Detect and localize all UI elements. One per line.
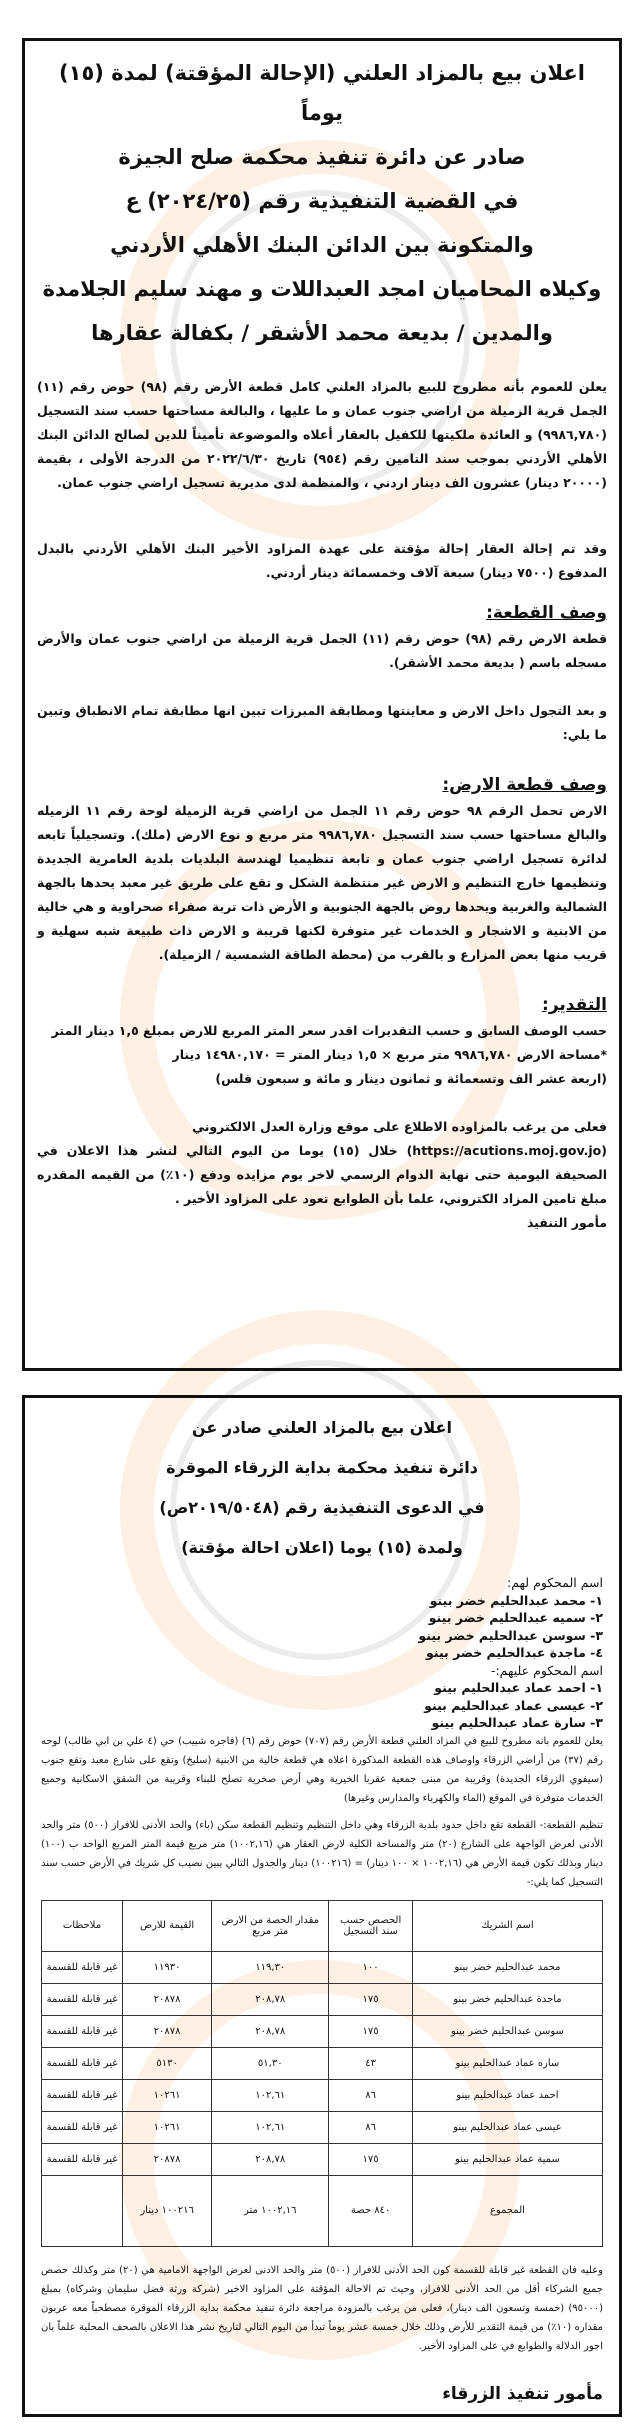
table-cell: محمد عبدالحليم خضر بينو: [412, 1951, 602, 1983]
table-cell: ١١٩,٣٠: [212, 1951, 329, 1983]
table-cell: ٨٦: [329, 2079, 413, 2111]
valuation-heading: التقدير:: [542, 995, 607, 1015]
table-cell: ٢٠٨٧٨: [123, 2143, 212, 2175]
table-cell: ٢٠٨٧٨: [123, 1983, 212, 2015]
table-cell: ماجدة عبدالحليم خضر بينو: [412, 1983, 602, 2015]
valuation-paragraph: حسب الوصف السابق و حسب التقديرات اقدر سعر المتر المربع للارض بمبلغ ١,٥ دينار المتر: [51, 1023, 607, 1038]
plot-heading: وصف القطعة:: [486, 603, 607, 623]
referral-paragraph: وقد تم إحالة العقار إحالة مؤقتة على عهدة المزاود الأخير البنك الأهلي الأردني بالبدل المدفوع (٧٥٠٠ دينار) سبعة آلاف وخمسمائة دينار أردني.: [37, 541, 607, 580]
creditor-item: ٢- سميه عبدالحليم خضر بينو: [428, 1610, 603, 1625]
table-cell: غير قابلة للقسمة: [42, 2015, 123, 2047]
title-line: صادر عن دائرة تنفيذ محكمة صلح الجيزة: [118, 145, 526, 169]
table-cell: ١٧٥: [329, 2015, 413, 2047]
debtors-label: اسم المحكوم عليهم:-: [490, 1662, 603, 1678]
table-row: [42, 2047, 603, 2079]
column-header: ملاحظات: [42, 1900, 123, 1951]
table-cell: سمية عماد عبدالحليم بينو: [412, 2143, 602, 2175]
signature: مأمور تنفيذ الزرقاء: [442, 2383, 603, 2404]
zoning-paragraph: تنظيم القطعة:- القطعة تقع داخل حدود بلدية الزرقاء وهي داخل التنظيم وتنظيم القطعة سكن (باء) والحد الأدنى للافراز (٥٠٠) متر والحد الأدنى لعرض الواجهة على الشارع (٢٠) متر والمساحة الكلية لارض العقار هي (١٠٠٢,١٦) متر مربع قيمة المتر المربع الواحد ب (١٠٠) دينار وبذلك تكون قيمة الأرض هي (١٠٠٢,١٦ × ١٠٠ دينار) = (١٠٠٢١٦) دينار والجدول التالي يبين نصيب كل شريك في الأرض حسب سند التسجيل كما يلي:-: [41, 1819, 603, 1888]
debtor-item: ٢- عيسى عماد عبدالحليم بينو: [424, 1697, 603, 1713]
table-row: [42, 2111, 603, 2143]
column-header: مقدار الحصة من الارض متر مربع: [212, 1900, 329, 1951]
title-line: اعلان بيع بالمزاد العلني (الإحالة المؤقتة) لمدة (١٥) يوماً: [59, 61, 585, 125]
table-cell: غير قابلة للقسمة: [42, 1951, 123, 1983]
valuation-calculation: *مساحة الارض ٩٩٨٦,٧٨٠ متر مربع × ١,٥ دينار المتر = ١٤٩٨٠,١٧٠ دينار: [172, 1047, 607, 1062]
debtor-item: ١- احمد عماد عبدالحليم بينو: [434, 1680, 603, 1695]
signature: مأمور التنفيذ: [526, 1215, 607, 1230]
column-header: الحصص حسب سند التسجيل: [329, 1900, 413, 1951]
table-cell: غير قابلة للقسمة: [42, 1983, 123, 2015]
title-line: اعلان بيع بالمزاد العلني صادر عن: [192, 1418, 452, 1437]
table-cell: غير قابلة للقسمة: [42, 2047, 123, 2079]
table-cell: ساره عماد عبدالحليم بينو: [412, 2047, 602, 2079]
title-line: وكيلاه المحاميان امجد العبداللات و مهند سليم الجلامدة: [42, 277, 602, 301]
intro-paragraph: يعلن للعموم بأنه مطروح للبيع بالمزاد العلني كامل قطعة الأرض رقم (٩٨) حوض رقم (١١) الجمل قرية الزميلة من اراضي جنوب عمان و ما عليها ، والبالغة مساحتها حسب سند التسجيل (٩٩٨٦,٧٨٠) و العائدة ملكيتها للكفيل بالعقار أعلاه والموضوعة تأميناً للدين لصالح الدائن البنك الأهلي الأردني بموجب سند التامين رقم (٩٥٤) تاريخ ٢٠٢٢/٦/٣٠ من الدرجة الأولى ، بقيمة (٢٠٠٠٠ دينار) عشرون الف دينار اردني ، والمنظمة لدى مديرية تسجيل اراضي جنوب عمان.: [37, 379, 607, 490]
title-line: في القضية التنفيذية رقم (٢٠٢٤/٢٥) ع: [125, 189, 519, 213]
table-cell: ٢٠٨٧٨: [123, 2015, 212, 2047]
table-cell: ١٠٢,٦١: [212, 2111, 329, 2143]
plot-paragraph: قطعة الارض رقم (٩٨) حوض رقم (١١) الجمل قرية الزميلة من اراضي جنوب عمان والأرض مسجله باسم ( بديعة محمد الأشقر).: [37, 631, 607, 670]
creditors-label: اسم المحكوم لهم:: [507, 1575, 603, 1590]
table-total-row: [42, 2175, 603, 2246]
table-cell: ٥١٣٠: [123, 2047, 212, 2079]
table-cell: ٤٣: [329, 2047, 413, 2079]
table-cell: ١١٩٣٠: [123, 1951, 212, 1983]
table-cell: ٨٦: [329, 2111, 413, 2143]
table-row: [42, 2015, 603, 2047]
auction-notice-zarqa: [22, 1395, 622, 2417]
table-row: [42, 1951, 603, 1983]
land-heading: وصف قطعة الارض:: [442, 775, 607, 795]
table-cell: [42, 2175, 123, 2246]
notice-title: [41, 1408, 603, 1568]
creditor-item: ٤- ماجدة عبدالحليم خضر بينو: [426, 1645, 603, 1660]
land-paragraph: الارض تحمل الرقم ٩٨ حوض رقم ١١ الجمل من اراضي قرية الزميلة لوحة رقم ١١ الزميله والبالغ مساحتها حسب سند التسجيل ٩٩٨٦,٧٨٠ متر مربع و نوع الارض (ملك). وتسجيلياً تابعه لدائرة تسجيل اراضي جنوب عمان و تابعة تنظيميا لهندسة البلديات بلدية العامرية الجديدة وتنظيمها خارج التنظيم و الارض غير منتظمة الشكل و تقع على طريق غير معبد يحدها بالجهة الشمالية والغربية ويحدها روض بالجهة الجنوبية و الأرض ذات تربة صفراء صحراوية و هي خالية من الابنية و الاشجار و الخدمات غير متوفرة لكنها قريبة و الارض ذات طبيعة شبه سهلية و قريب منها بعض المزارع و بالقرب من (محطة الطاقة الشمسية / الزميلة).: [37, 803, 607, 962]
table-row: [42, 2079, 603, 2111]
valuation-words: (اربعة عشر الف وتسعمائة و ثمانون دينار و مائة و سبعون فلس): [215, 1071, 607, 1086]
table-row: [42, 1983, 603, 2015]
title-line: والمدين / بديعة محمد الأشقر / بكفالة عقارها: [91, 321, 553, 345]
table-cell: ١٠٢,٦١: [212, 2079, 329, 2111]
title-line: ولمدة (١٥) يوما (اعلان احالة مؤقتة): [181, 1538, 463, 1557]
closing-paragraph: وعليه فان القطعة غير قابلة للقسمة كون الحد الأدنى للافراز (٥٠٠) متر والحد الادنى لعرض الواجهة الامامية هي (٢٠) متر وكذلك حصص جميع الشركاء أقل من الحد الأدنى للافراز، وحيث تم الاحالة المؤقتة على المزاود الاخير (شركة ورثة فضل سليمان وشركاه) بمبلغ (٩٥٠٠٠) (خمسة وتسعون الف دينار)، فعلى من يرغب بالمزودة مراجعة دائرة تنفيذ محكمة بداية الزرقاء الموقرة مصطحباً معه عربون مقداره (١٠٪) من قيمة التقدير للأرض وذلك خلال خمسة عشر يوماً تبدأ من اليوم التالي لتاريخ نشر هذا الاعلان بالصحف المحلية علماً بان اجور الدلالة والطوابع في على المزاود الأخير.: [41, 2264, 604, 2352]
column-header: القيمة للارض: [123, 1900, 212, 1951]
partners-table: [41, 1900, 603, 2247]
table-cell: ٨٤٠ حصة: [329, 2175, 413, 2246]
column-header: اسم الشريك: [412, 1900, 602, 1951]
table-cell: ١٠٠: [329, 1951, 413, 1983]
title-line: دائرة تنفيذ محكمة بداية الزرقاء الموقرة: [166, 1458, 478, 1477]
closing-paragraph: (https://acutions.moj.gov.jo) خلال (١٥) يوما من اليوم التالي لنشر هذا الاعلان في الصحيفة اليومية حتى نهاية الدوام الرسمي لاخر يوم مزايده ودفع (١٠٪) من القيمه المقدره مبلغ تامين المزاد الكتروني، علما بأن الطوابع تعود على المزاود الأخير .: [37, 1143, 607, 1206]
table-cell: ١٠٢٦١: [123, 2079, 212, 2111]
title-line: والمتكونة بين الدائن البنك الأهلي الأردني: [110, 233, 534, 257]
table-cell: ١٠٢٦١: [123, 2111, 212, 2143]
table-cell: غير قابلة للقسمة: [42, 2079, 123, 2111]
table-cell: غير قابلة للقسمة: [42, 2111, 123, 2143]
table-cell: ٢٠٨,٧٨: [212, 1983, 329, 2015]
closing-line: فعلى من يرغب بالمزاوده الاطلاع على موقع وزارة العدل الالكتروني: [192, 1119, 607, 1134]
table-cell: ١٠٠٢,١٦ متر: [212, 2175, 329, 2246]
table-row: [42, 2143, 603, 2175]
table-cell: عيسى عماد عبدالحليم بينو: [412, 2111, 602, 2143]
inspection-paragraph: و بعد التجول داخل الارض و معاينتها ومطابقة المبرزات تبين انها مطابقة تمام الانطباق وتبين ما يلي:: [37, 703, 607, 742]
creditor-item: ١- محمد عبدالحليم خضر بينو: [429, 1592, 603, 1608]
table-header-row: [42, 1900, 603, 1951]
debtor-item: ٣- سارة عماد عبدالحليم بينو: [431, 1715, 603, 1730]
table-cell: ٢٠٨,٧٨: [212, 2015, 329, 2047]
table-cell: ١٧٥: [329, 1983, 413, 2015]
notice-title: [37, 53, 607, 353]
creditor-item: ٣- سوسن عبدالحليم خضر بينو: [418, 1627, 603, 1643]
table-cell: ٥١,٣٠: [212, 2047, 329, 2079]
title-line: في الدعوى التنفيذية رقم (٢٠١٩/٥٠٤٨ص): [159, 1498, 485, 1517]
table-cell: سوسن عبدالحليم خضر بينو: [412, 2015, 602, 2047]
intro-paragraph: يعلن للعموم بانه مطروح للبيع في المزاد العلني قطعة الأرض رقم (٧٠٧) حوض رقم (٦) (فاجره شبيب) حي (٤ علي بن ابي طالب) لوحه رقم (٣٧) من أراضي الزرقاء واوصاف هذه القطعة المذكورة اعلاه هي قطعة خالية من الابنية (سليخ) وتقع على شارع معبد وتقع جنوب (سيفوي الزرقاء الجديدة) وقريبة من مبنى جمعية عقربا الخيرية وهي أرض صخرية تصلح للبناء وقريبة من الشقق الاسكانية وجميع الخدمات متوفرة في الموقع (الماء والكهرباء والمدارس وغيرها): [41, 1735, 603, 1804]
table-cell: غير قابلة للقسمة: [42, 2143, 123, 2175]
table-cell: ٢٠٨,٧٨: [212, 2143, 329, 2175]
table-cell: المجموع: [412, 2175, 602, 2246]
auction-notice-giza: [22, 38, 622, 1371]
table-cell: ١٧٥: [329, 2143, 413, 2175]
table-cell: ١٠٠٢١٦ دينار: [123, 2175, 212, 2246]
table-cell: احمد عماد عبدالحليم بينو: [412, 2079, 602, 2111]
